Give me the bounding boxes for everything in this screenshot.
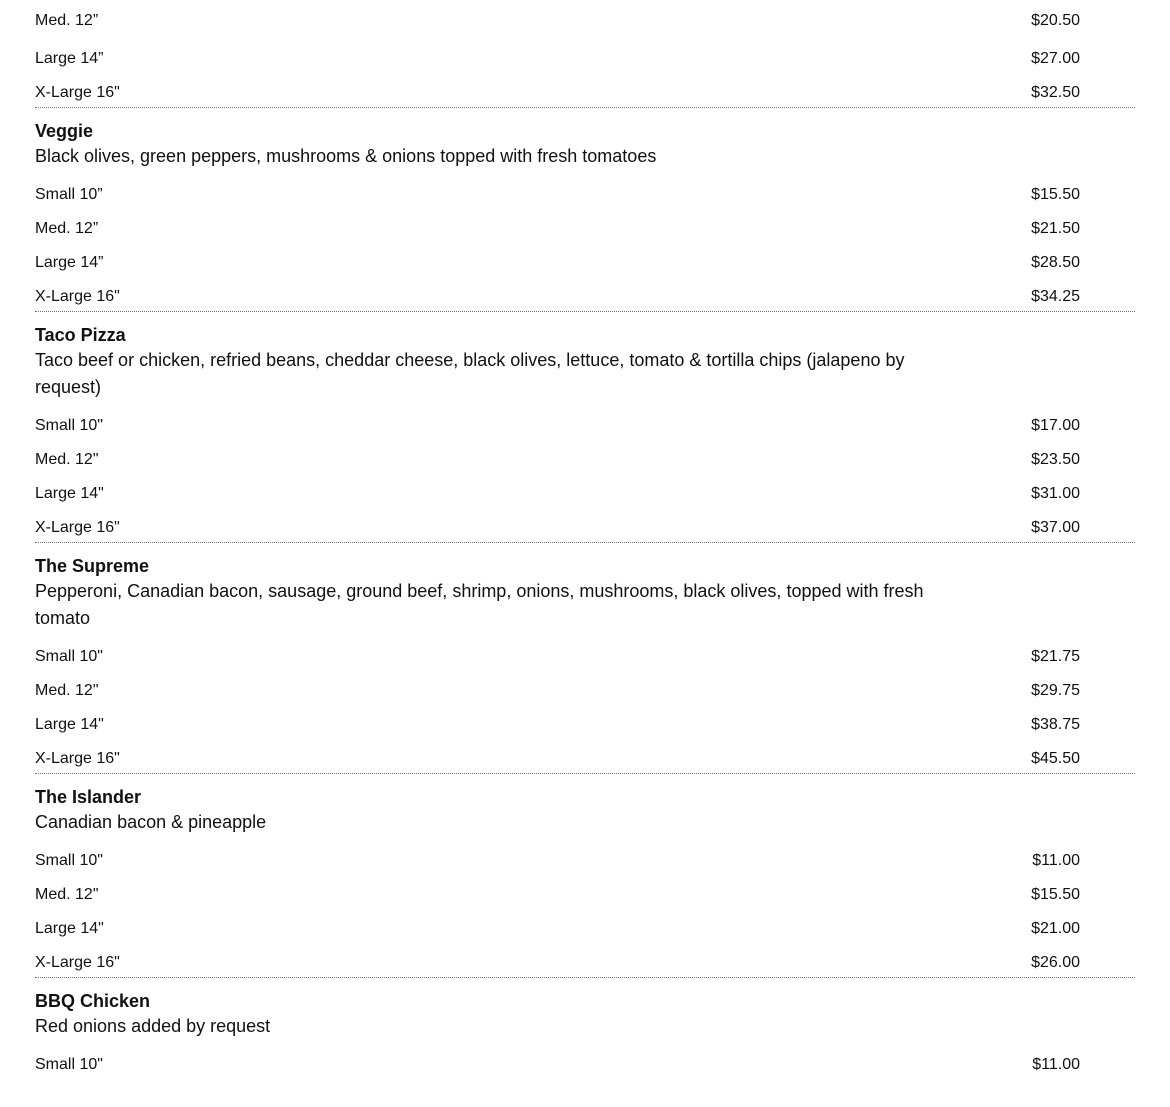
size-price-row (35, 242, 1135, 276)
item-name: Veggie (35, 121, 94, 141)
size-label: Large 14” (35, 50, 104, 67)
size-label: Med. 12" (35, 886, 99, 903)
price-label: $26.00 (1031, 954, 1080, 971)
pizza-menu (35, 0, 1135, 1078)
price-label: $23.50 (1031, 451, 1080, 468)
size-label: Med. 12” (35, 12, 99, 29)
price-label: $27.00 (1031, 50, 1080, 67)
size-price-row (35, 507, 1135, 541)
size-price-row (35, 1044, 1135, 1078)
size-label: Large 14" (35, 485, 104, 502)
size-label: Small 10” (35, 186, 103, 203)
size-price-row (35, 72, 1135, 106)
item-name: Taco Pizza (35, 325, 126, 345)
price-label: $28.50 (1031, 254, 1080, 271)
size-label: Med. 12" (35, 682, 99, 699)
size-price-row (35, 405, 1135, 439)
item-description: Pepperoni, Canadian bacon, sausage, ground beef, shrimp, onions, mushrooms, black olives, topped with fresh tomato (35, 581, 924, 628)
menu-item-the-supreme (35, 543, 1135, 774)
item-description: Taco beef or chicken, refried beans, cheddar cheese, black olives, lettuce, tomato & tortilla chips (jalapeno by request) (35, 350, 905, 397)
price-label: $34.25 (1031, 288, 1080, 305)
price-label: $21.75 (1031, 648, 1080, 665)
item-description: Red onions added by request (35, 1016, 271, 1036)
size-price-row (35, 0, 1135, 38)
size-price-row (35, 704, 1135, 738)
size-price-row (35, 473, 1135, 507)
price-label: $15.50 (1031, 186, 1080, 203)
size-price-row (35, 874, 1135, 908)
size-price-row (35, 636, 1135, 670)
size-label: Large 14" (35, 920, 104, 937)
menu-item-veggie (35, 108, 1135, 312)
size-label: Small 10" (35, 417, 103, 434)
size-price-row (35, 276, 1135, 310)
price-label: $31.00 (1031, 485, 1080, 502)
price-label: $15.50 (1031, 886, 1080, 903)
size-price-row (35, 670, 1135, 704)
item-name: The Islander (35, 787, 142, 807)
size-label: X-Large 16" (35, 750, 120, 767)
item-name: The Supreme (35, 556, 150, 576)
price-label: $38.75 (1031, 716, 1080, 733)
size-label: Small 10" (35, 648, 103, 665)
size-price-row (35, 439, 1135, 473)
size-label: X-Large 16" (35, 84, 120, 101)
size-label: Med. 12" (35, 451, 99, 468)
size-label: Small 10" (35, 852, 103, 869)
price-label: $29.75 (1031, 682, 1080, 699)
size-price-row (35, 208, 1135, 242)
size-label: Small 10" (35, 1056, 103, 1073)
item-description: Black olives, green peppers, mushrooms & onions topped with fresh tomatoes (35, 146, 657, 166)
size-price-row (35, 840, 1135, 874)
menu-item-the-islander (35, 774, 1135, 978)
price-label: $21.00 (1031, 920, 1080, 937)
size-label: Med. 12” (35, 220, 99, 237)
price-label: $45.50 (1031, 750, 1080, 767)
menu-item-bbq-chicken (35, 978, 1135, 1078)
size-label: X-Large 16" (35, 519, 120, 536)
price-label: $37.00 (1031, 519, 1080, 536)
size-label: Large 14" (35, 716, 104, 733)
price-label: $17.00 (1031, 417, 1080, 434)
price-label: $32.50 (1031, 84, 1080, 101)
menu-item-taco-pizza (35, 312, 1135, 543)
item-name: BBQ Chicken (35, 991, 151, 1011)
size-price-row (35, 942, 1135, 976)
size-price-row (35, 174, 1135, 208)
size-label: Large 14” (35, 254, 104, 271)
price-label: $11.00 (1032, 1056, 1080, 1073)
size-price-row (35, 908, 1135, 942)
size-price-row (35, 38, 1135, 72)
price-label: $21.50 (1031, 220, 1080, 237)
item-description: Canadian bacon & pineapple (35, 812, 267, 832)
size-label: X-Large 16" (35, 288, 120, 305)
size-price-row (35, 738, 1135, 772)
menu-item-partial (35, 0, 1135, 108)
size-label: X-Large 16" (35, 954, 120, 971)
price-label: $20.50 (1031, 12, 1080, 29)
price-label: $11.00 (1032, 852, 1080, 869)
